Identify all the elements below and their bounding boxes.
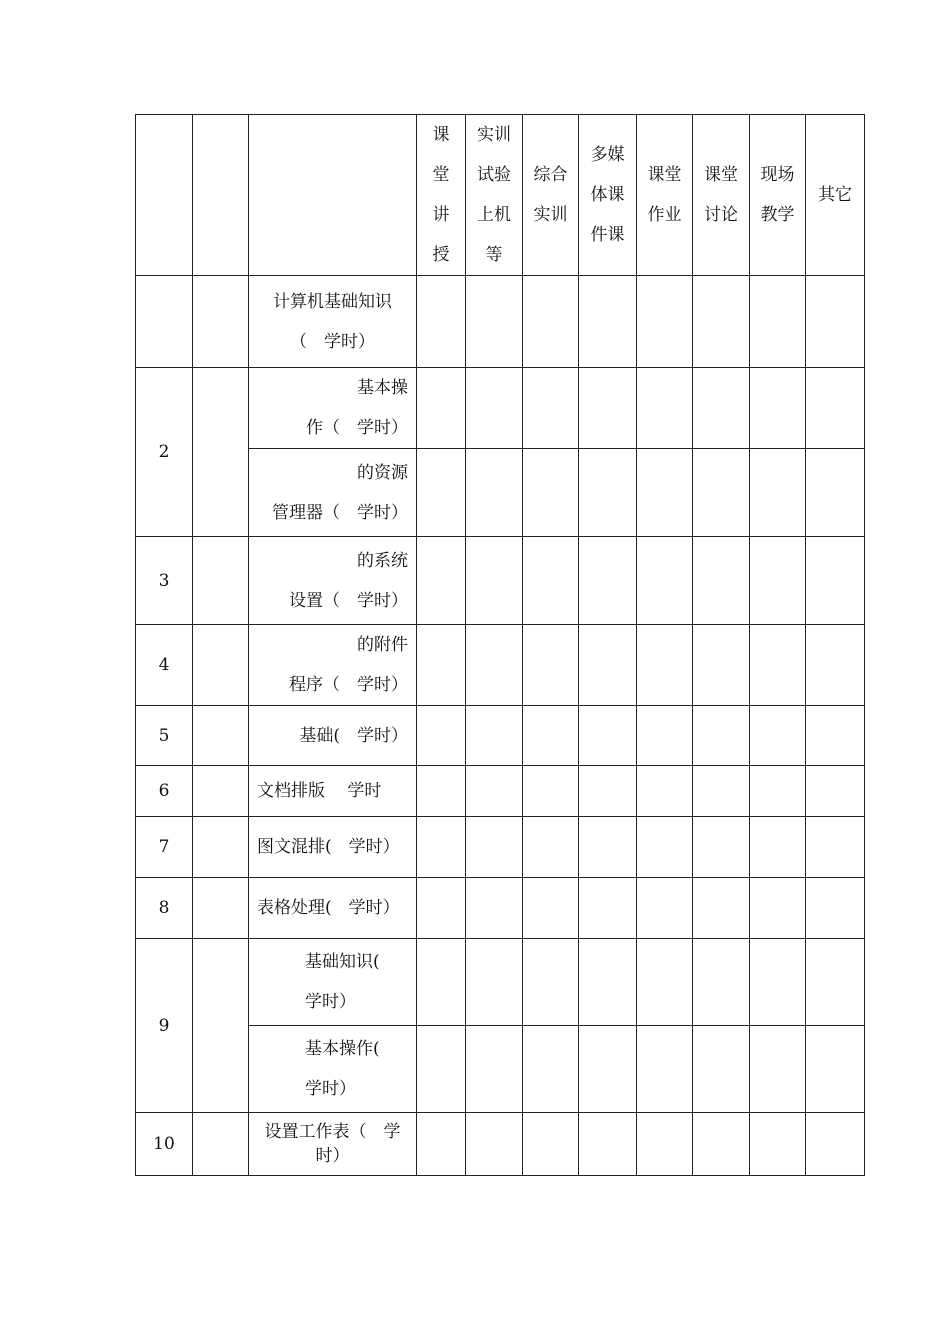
empty-cell — [193, 939, 249, 1113]
empty-cell — [193, 1113, 249, 1176]
row-number: 2 — [136, 368, 193, 537]
table-row — [136, 368, 865, 449]
header-cell: 多媒 体课 件课 — [579, 115, 637, 276]
row-number: 5 — [136, 706, 193, 766]
header-cell: 课堂 讨论 — [693, 115, 750, 276]
header-row — [136, 115, 865, 276]
header-cell: 课堂 作业 — [637, 115, 693, 276]
empty-cell — [193, 706, 249, 766]
row-number: 4 — [136, 625, 193, 706]
topic-cell: 的系统 设置（ 学时） — [249, 537, 417, 625]
table-row — [136, 1113, 865, 1176]
topic-cell: 设置工作表（ 学 时） — [249, 1113, 417, 1176]
row-number: 3 — [136, 537, 193, 625]
row-number: 8 — [136, 878, 193, 939]
topic-cell: 基本操 作（ 学时） — [249, 368, 417, 449]
row-number: 7 — [136, 817, 193, 878]
row-number: 6 — [136, 766, 193, 817]
topic-cell: 的资源 管理器（ 学时） — [249, 449, 417, 537]
topic-cell: 基本操作( 学时） — [249, 1026, 417, 1113]
table-row — [136, 625, 865, 706]
topic-cell: 基础( 学时） — [249, 706, 417, 766]
table-row — [136, 706, 865, 766]
topic-cell: 基础知识( 学时） — [249, 939, 417, 1026]
table-row — [136, 276, 865, 368]
table-row — [136, 939, 865, 1026]
header-cell: 其它 — [806, 115, 865, 276]
row-number: 9 — [136, 939, 193, 1113]
topic-cell: 计算机基础知识 （ 学时） — [249, 276, 417, 368]
header-cell — [136, 115, 193, 276]
table-row — [136, 766, 865, 817]
empty-cell — [193, 625, 249, 706]
topic-cell: 表格处理( 学时） — [249, 878, 417, 939]
header-cell: 综合 实训 — [523, 115, 579, 276]
topic-cell: 文档排版 学时 — [249, 766, 417, 817]
header-cell — [193, 115, 249, 276]
empty-cell — [193, 537, 249, 625]
header-cell: 课 堂 讲 授 — [417, 115, 466, 276]
empty-cell — [193, 817, 249, 878]
header-cell: 现场 教学 — [750, 115, 806, 276]
row-number — [136, 276, 193, 368]
empty-cell — [193, 878, 249, 939]
row-number: 10 — [136, 1113, 193, 1176]
header-cell: 实训 试验 上机 等 — [466, 115, 523, 276]
empty-cell — [193, 276, 249, 368]
table-row — [136, 817, 865, 878]
course-schedule-table — [135, 114, 865, 1176]
topic-cell: 的附件 程序（ 学时） — [249, 625, 417, 706]
empty-cell — [193, 766, 249, 817]
empty-cell — [193, 368, 249, 537]
table-row — [136, 537, 865, 625]
header-cell — [249, 115, 417, 276]
topic-cell: 图文混排( 学时） — [249, 817, 417, 878]
table-row — [136, 878, 865, 939]
